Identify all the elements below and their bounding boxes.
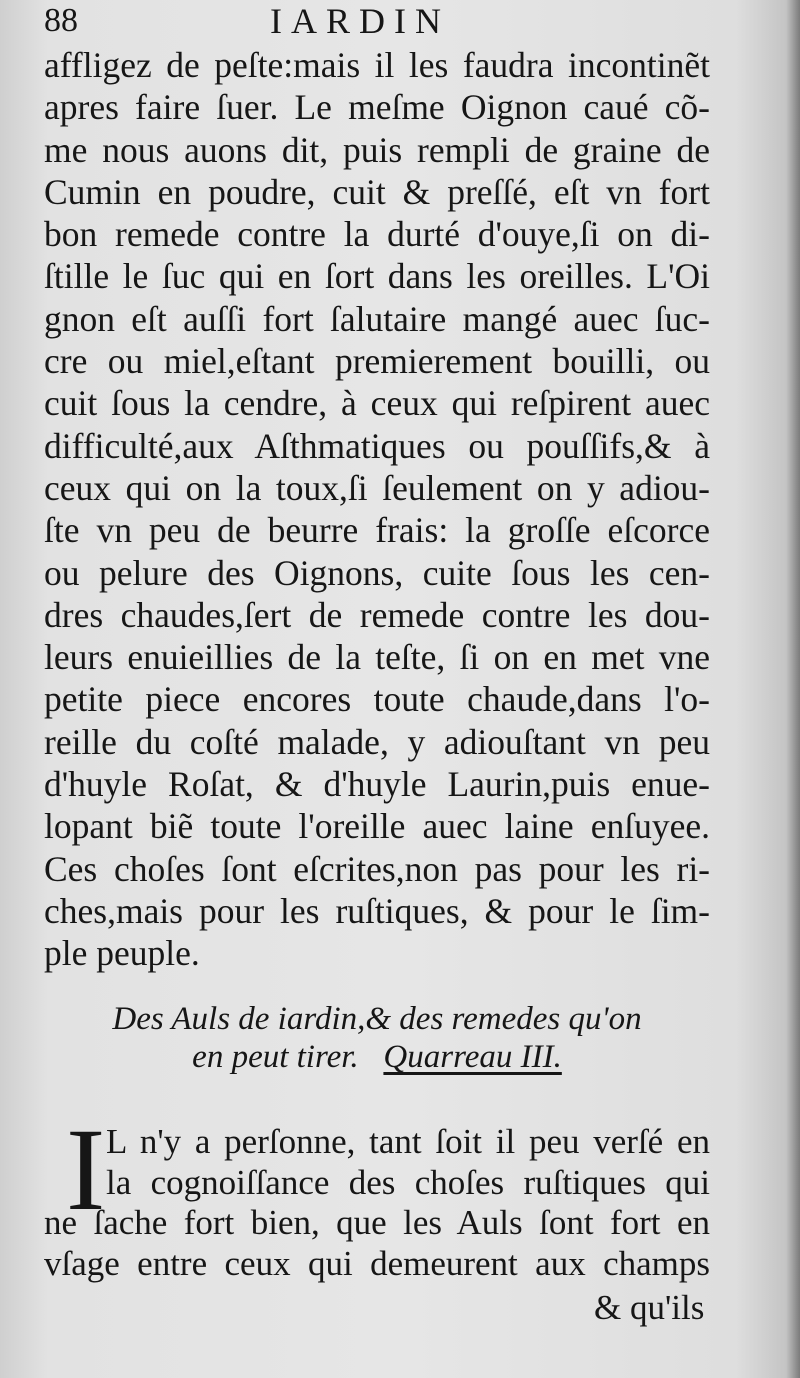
catchword: & qu'ils — [594, 1288, 705, 1327]
text-line: petite piece encores toute chaude,dans l'o- — [44, 679, 710, 720]
text-line: apres faire ſuer. Le meſme Oignon caué cõ- — [44, 87, 710, 128]
heading-line — [44, 1038, 710, 1076]
text-line: Cumin en poudre, cuit & preſſé, eſt vn fort — [44, 171, 710, 212]
text-line: gnon eſt auſſi fort ſalutaire mangé auec ſuc- — [44, 298, 710, 339]
page-header — [0, 0, 800, 44]
section-heading — [44, 1000, 710, 1076]
page-number: 88 — [44, 2, 78, 39]
drop-cap: I — [66, 1104, 106, 1235]
text-line: vſage entre ceux qui demeurent aux champs — [44, 1243, 710, 1283]
text-line: bon remede contre la durté d'ouye,ſi on di- — [44, 214, 710, 255]
text-line: ne ſache fort bien, que les Auls ſont fort en — [44, 1203, 710, 1242]
text-line: la cognoiſſance des choſes ruſtiques qui — [106, 1162, 710, 1202]
section-number: Quarreau III. — [383, 1039, 562, 1075]
text-line: L n'y a perſonne, tant ſoit il peu verſé en — [106, 1122, 710, 1161]
text-line: leurs enuieillies de la teſte, ſi on en met vne — [44, 637, 710, 678]
text-line: dres chaudes,ſert de remede contre les dou- — [44, 594, 710, 635]
section-body — [44, 1104, 710, 1284]
text-line: ſte vn peu de beurre frais: la groſſe eſcorce — [44, 510, 710, 551]
text-line: difficulté,aux Aſthmatiques ou pouſſifs,& à — [44, 425, 710, 466]
text-line: affligez de peſte:mais il les faudra incontinẽt — [44, 45, 710, 85]
heading-line: Des Auls de iardin,& des remedes qu'on — [112, 1001, 642, 1037]
text-line: ou pelure des Oignons, cuite ſous les cen- — [44, 552, 710, 593]
text-line: lopant biẽ toute l'oreille auec laine enſuyee. — [44, 806, 710, 847]
text-line: ple peuple. — [44, 933, 200, 974]
text-line: reille du coſté malade, y adiouſtant vn peu — [44, 721, 710, 762]
text-line: d'huyle Roſat, & d'huyle Laurin,puis enue- — [44, 764, 710, 805]
text-line: me nous auons dit, puis rempli de graine de — [44, 129, 710, 170]
text-line: Ces choſes ſont eſcrites,non pas pour les ri- — [44, 848, 710, 889]
running-head: IARDIN — [270, 1, 450, 41]
text-line: cuit ſous la cendre, à ceux qui reſpirent auec — [44, 383, 710, 424]
text-line: ceux qui on la toux,ſi ſeulement on y adiou- — [44, 467, 710, 508]
heading-text: en peut tirer. — [192, 1039, 359, 1075]
body-text — [44, 44, 710, 975]
text-line: ſtille le ſuc qui en ſort dans les oreilles. L'Oi — [44, 256, 710, 297]
text-line: cre ou miel,eſtant premierement bouilli, ou — [44, 341, 710, 382]
text-line: ches,mais pour les ruſtiques, & pour le ſim- — [44, 890, 710, 931]
